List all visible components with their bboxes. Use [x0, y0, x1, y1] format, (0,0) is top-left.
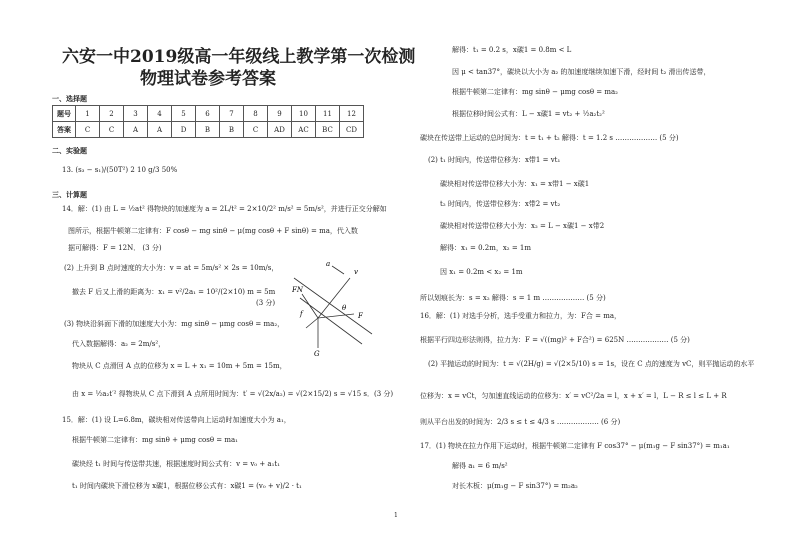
q16-line-5: 则从平台出发的时间为：2/3 s ≤ t ≤ 4/3 s ……………… (6 分)	[420, 418, 621, 426]
row-label-answers: 答案	[53, 122, 76, 138]
answer-table-row-answers	[53, 122, 364, 138]
q15-line-12: t₂ 时间内，传送带位移为：x带2 = vt₂	[440, 200, 561, 208]
label-f: f	[300, 310, 303, 318]
answer-cell: A	[148, 122, 172, 138]
question-number: 2	[100, 106, 124, 122]
normal-force-arrow	[302, 294, 318, 318]
q15-line-4: t₁ 时间内碳块下滑位移为 x碳1，根据位移公式有：x碳1 = (v₀ + v)/2 · t₁	[72, 482, 302, 490]
answer-table-row-numbers	[53, 106, 364, 122]
question-number: 11	[316, 106, 340, 122]
question-number: 8	[244, 106, 268, 122]
answer-cell: C	[244, 122, 268, 138]
q15-line-16: 所以划痕长为：s = x₂ 解得：s = 1 m ……………… (5 分)	[420, 294, 606, 302]
q16-line-1: 16．解：(1) 对选手分析，选手受重力和拉力，为：F合 = ma，	[420, 312, 622, 320]
q17-line-1: 17．(1) 物块在拉力作用下运动时，根据牛顿第二定律有 F cos37° − μ(m₁g − F sin37°) = m₁a₁	[420, 442, 730, 450]
q15-line-5: 解得：t₁ = 0.2 s，x碳1 = 0.8m < L	[452, 46, 572, 54]
incline-line	[294, 278, 372, 334]
answer-cell: B	[220, 122, 244, 138]
question-number: 10	[292, 106, 316, 122]
row-label-numbers: 题号	[53, 106, 76, 122]
q15-line-15: 因 x₁ = 0.2m < x₂ = 1m	[440, 268, 523, 276]
section-calc-heading: 三、计算题	[52, 190, 87, 199]
answer-table	[52, 105, 364, 138]
q15-line-1: 15．解：(1) 设 L=6.8m，碳块相对传送带向上运动时加速度大小为 a₁，	[62, 416, 291, 424]
q14-line-7: (3) 物块沿斜面下滑的加速度大小为：mg sinθ − μmg cosθ = ma₂，	[64, 320, 285, 328]
q14-line-5: 撤去 F 后又上滑的距离为：x₁ = v²/2a₁ = 10²/(2×10) m = 5m	[72, 288, 276, 296]
q16-line-2: 根据平行四边形法则得，拉力为：F = √((mg)² + F合²) = 625N ……………… (5 分)	[420, 336, 690, 344]
q16-line-3: (2) 平抛运动的时间为：t = √(2H/g) = √(2×5/10) s = 1s，设在 C 点的速度为 vC，则平抛运动的水平	[428, 360, 755, 368]
q14-line-4: (2) 上升到 B 点时速度的大小为：v = at = 5m/s² × 2s = 10m/s，	[64, 264, 279, 272]
q15-line-7: 根据牛顿第二定律有：mg sinθ − μmg cosθ = ma₂	[452, 88, 618, 96]
q14-line-3: 据可解得：F = 12N． (3 分)	[68, 244, 162, 252]
label-theta: θ	[342, 304, 347, 312]
q15-line-10: (2) t₁ 时间内，传送带位移为：x带1 = vt₁	[428, 156, 561, 164]
q15-line-11: 碳块相对传送带位移大小为：x₁ = x带1 − x碳1	[440, 180, 590, 188]
answer-cell: D	[172, 122, 196, 138]
label-a: a	[326, 260, 331, 268]
q15-line-14: 解得：x₁ = 0.2m，x₂ = 1m	[440, 244, 531, 252]
q13-answer: 13. (s₃ − s₁)/(50T²) 2 10 g/3 50%	[62, 166, 178, 174]
q14-line-2: 图所示，根据牛顿第二定律有：F cosθ − mg sinθ − μ(mg cosθ + F sinθ) = ma，代入数	[68, 227, 358, 235]
q15-line-9: 碳块在传送带上运动的总时间为：t = t₁ + t₂ 解得：t = 1.2 s ……………… (5 分)	[420, 134, 679, 142]
title-line-2: 物理试卷参考答案	[140, 69, 276, 89]
q14-line-1: 14．解：(1) 由 L = ½at² 得物块的加速度为 a = 2L/t² = 2×10/2² m/s² = 5m/s²，并进行正交分解如	[62, 205, 387, 213]
answer-cell: C	[76, 122, 100, 138]
answer-cell: B	[196, 122, 220, 138]
q14-line-9: 物块从 C 点滑回 A 点的位移为 x = L + x₁ = 10m + 5m = 15m，	[72, 362, 287, 370]
q15-line-13: 碳块相对传送带位移大小为：x₂ = L − x碳1 − x带2	[440, 222, 605, 230]
question-number: 1	[76, 106, 100, 122]
q15-line-3: 碳块经 t₁ 时间与传送带共速，根据速度时间公式有：v = v₀ + a₁t₁	[72, 460, 281, 468]
answer-cell: CD	[340, 122, 364, 138]
acceleration-arrow	[332, 266, 344, 274]
answer-cell: C	[100, 122, 124, 138]
answer-cell: AC	[292, 122, 316, 138]
question-number: 3	[124, 106, 148, 122]
section-experiment-heading: 二、实验题	[52, 146, 87, 155]
question-number: 12	[340, 106, 364, 122]
q14-line-8: 代入数据解得：a₂ = 2m/s²，	[72, 340, 166, 348]
label-v: v	[354, 268, 358, 276]
answer-cell: A	[124, 122, 148, 138]
page-number: 1	[394, 512, 398, 519]
label-F: F	[358, 312, 363, 320]
title-line-1: 六安一中2019级高一年级线上教学第一次检测	[62, 47, 416, 67]
q15-line-2: 根据牛顿第二定律有：mg sinθ + μmg cosθ = ma₁	[72, 436, 238, 444]
label-fn: FN	[292, 286, 303, 294]
question-number: 4	[148, 106, 172, 122]
friction-arrow	[306, 318, 318, 328]
force-diagram	[292, 258, 376, 358]
q15-line-6: 因 μ < tan37°，碳块以大小为 a₂ 的加速度继续加速下滑，经时间 t₂ 滑出传送带，	[452, 68, 711, 76]
answer-cell: AD	[268, 122, 292, 138]
q15-line-8: 根据位移时间公式有：L − x碳1 = vt₂ + ½a₂t₂²	[452, 110, 605, 118]
q17-line-2: 解得 a₁ = 6 m/s²	[452, 462, 508, 470]
section-choice-heading: 一、选择题	[52, 94, 87, 103]
answer-cell: BC	[316, 122, 340, 138]
question-number: 7	[220, 106, 244, 122]
question-number: 5	[172, 106, 196, 122]
question-number: 9	[268, 106, 292, 122]
q16-line-4: 位移为：x = vCt，匀加速直线运动的位移为：x′ = vC²/2a = l，x + x′ = l，L − R ≤ l ≤ L + R	[420, 392, 727, 400]
q14-line-10: 由 x = ½a₂t′² 得物块从 C 点下滑到 A 点所用时间为：t′ = √(2x/a₂) = √(2×15/2) s = √15 s．(3 分)	[72, 390, 394, 398]
q14-line-6: (3 分)	[256, 299, 276, 307]
q17-line-3: 对长木板：μ(m₁g − F sin37°) = m₂a₂	[452, 482, 578, 490]
question-number: 6	[196, 106, 220, 122]
velocity-arrow	[318, 278, 350, 318]
label-G: G	[314, 350, 320, 358]
